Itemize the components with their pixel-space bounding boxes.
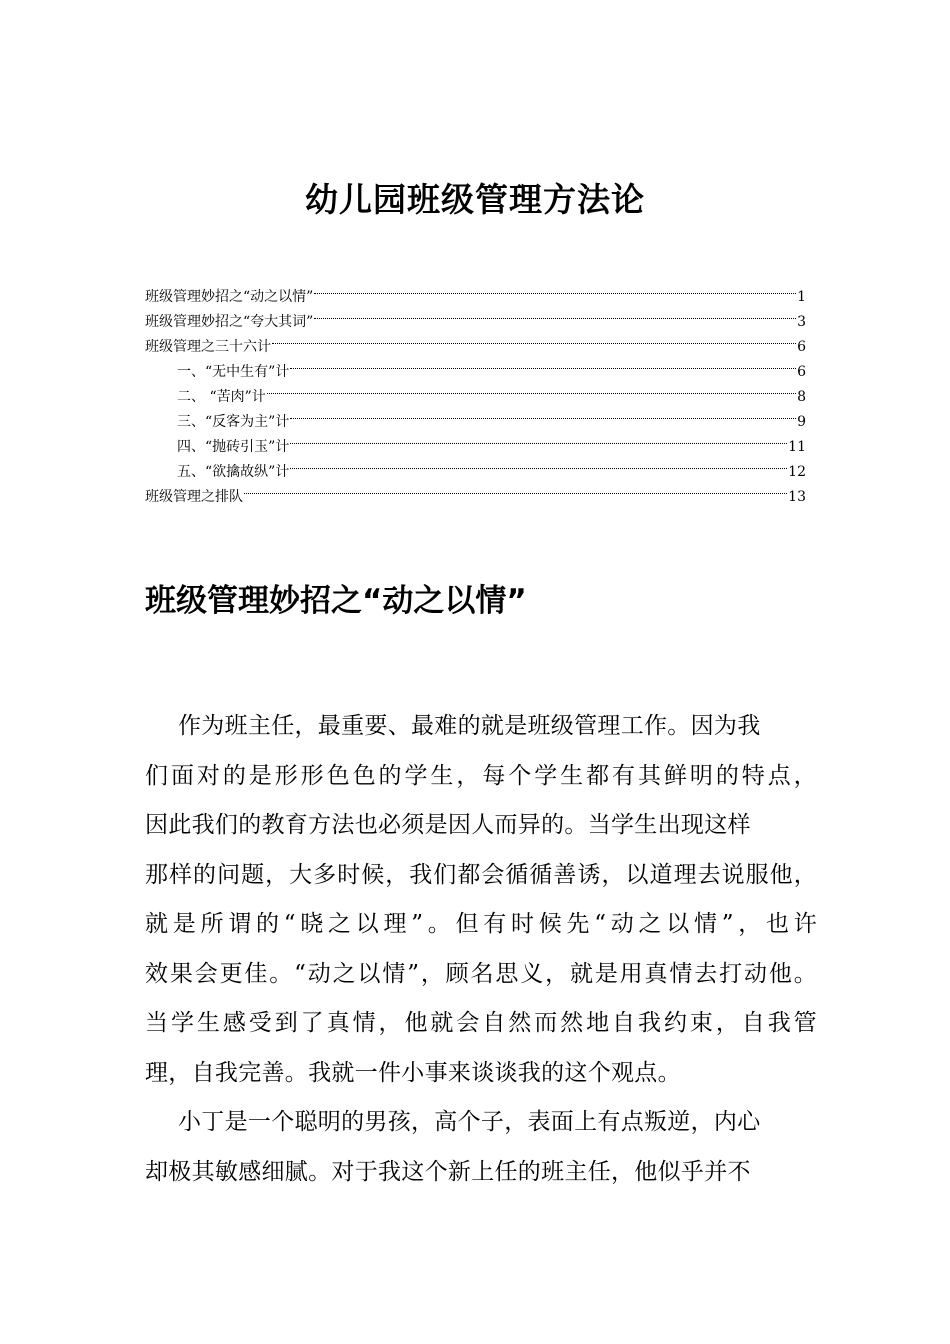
paragraph-line: 效果会更佳。“动之以情”，顾名思义，就是用真情去打动他。 xyxy=(145,960,817,987)
paragraph-line: 就是所谓的“晓之以理”。但有时候先“动之以情”，也许 xyxy=(145,911,817,937)
paragraph-line: 小丁是一个聪明的男孩，高个子，表面上有点叛逆，内心 xyxy=(178,1109,761,1135)
toc-entry[interactable] xyxy=(145,276,806,305)
toc-dot-leader xyxy=(314,276,796,301)
toc-dot-leader xyxy=(290,401,796,426)
toc-entry-page: 6 xyxy=(797,364,806,380)
paragraph-line: 因此我们的教育方法也必须是因人而异的。当学生出现这样 xyxy=(145,812,751,838)
paragraph-line: 那样的问题，大多时候，我们都会循循善诱，以道理去说服他， xyxy=(145,861,817,888)
toc-entry-label: 一、“无中生有”计 xyxy=(177,364,290,380)
paragraph-line: 当学生感受到了真情，他就会自然而然地自我约束，自我管 xyxy=(145,1010,817,1036)
toc-entry-page: 8 xyxy=(797,389,806,405)
toc-entry-label: 五、“欲擒故纵”计 xyxy=(177,464,290,480)
toc-dot-leader xyxy=(267,376,796,401)
toc-entry-label: 二、 “苦肉”计 xyxy=(177,389,266,405)
toc-entry-page: 11 xyxy=(788,439,806,455)
document-title: 幼儿园班级管理方法论 xyxy=(305,180,645,219)
toc-dot-leader xyxy=(272,326,796,351)
toc-entry-page: 13 xyxy=(788,489,806,505)
toc-dot-leader xyxy=(314,301,796,326)
toc-entry-label: 班级管理妙招之“夸大其词” xyxy=(145,314,314,330)
paragraph-line: 却极其敏感细腻。对于我这个新上任的班主任，他似乎并不 xyxy=(145,1158,751,1185)
toc-entry-label: 班级管理之三十六计 xyxy=(145,339,271,355)
toc-entry[interactable] xyxy=(145,476,806,505)
body-text xyxy=(145,702,817,1197)
toc-entry-page: 3 xyxy=(797,314,806,330)
toc-entry-label: 班级管理妙招之“动之以情” xyxy=(145,289,314,305)
toc-entry-page: 9 xyxy=(797,414,806,430)
paragraph-line: 们面对的是形形色色的学生，每个学生都有其鲜明的特点， xyxy=(145,762,817,789)
toc-dot-leader xyxy=(290,426,787,451)
toc-entry-label: 班级管理之排队 xyxy=(145,489,243,505)
toc-entry-page: 1 xyxy=(797,289,806,305)
toc-dot-leader xyxy=(290,351,796,376)
paragraph-line: 理，自我完善。我就一件小事来谈谈我的这个观点。 xyxy=(145,1059,681,1086)
toc-entry-label: 四、“抛砖引玉”计 xyxy=(177,439,290,455)
toc-dot-leader xyxy=(290,451,787,476)
toc-entry-page: 6 xyxy=(797,339,806,355)
toc-entry-label: 三、“反客为主”计 xyxy=(177,414,290,430)
toc-entry-page: 12 xyxy=(788,464,806,480)
section-heading: 班级管理妙招之“动之以情” xyxy=(145,583,527,619)
paragraph-line: 作为班主任，最重要、最难的就是班级管理工作。因为我 xyxy=(178,713,761,739)
toc-dot-leader xyxy=(244,476,787,501)
table-of-contents xyxy=(145,276,806,505)
